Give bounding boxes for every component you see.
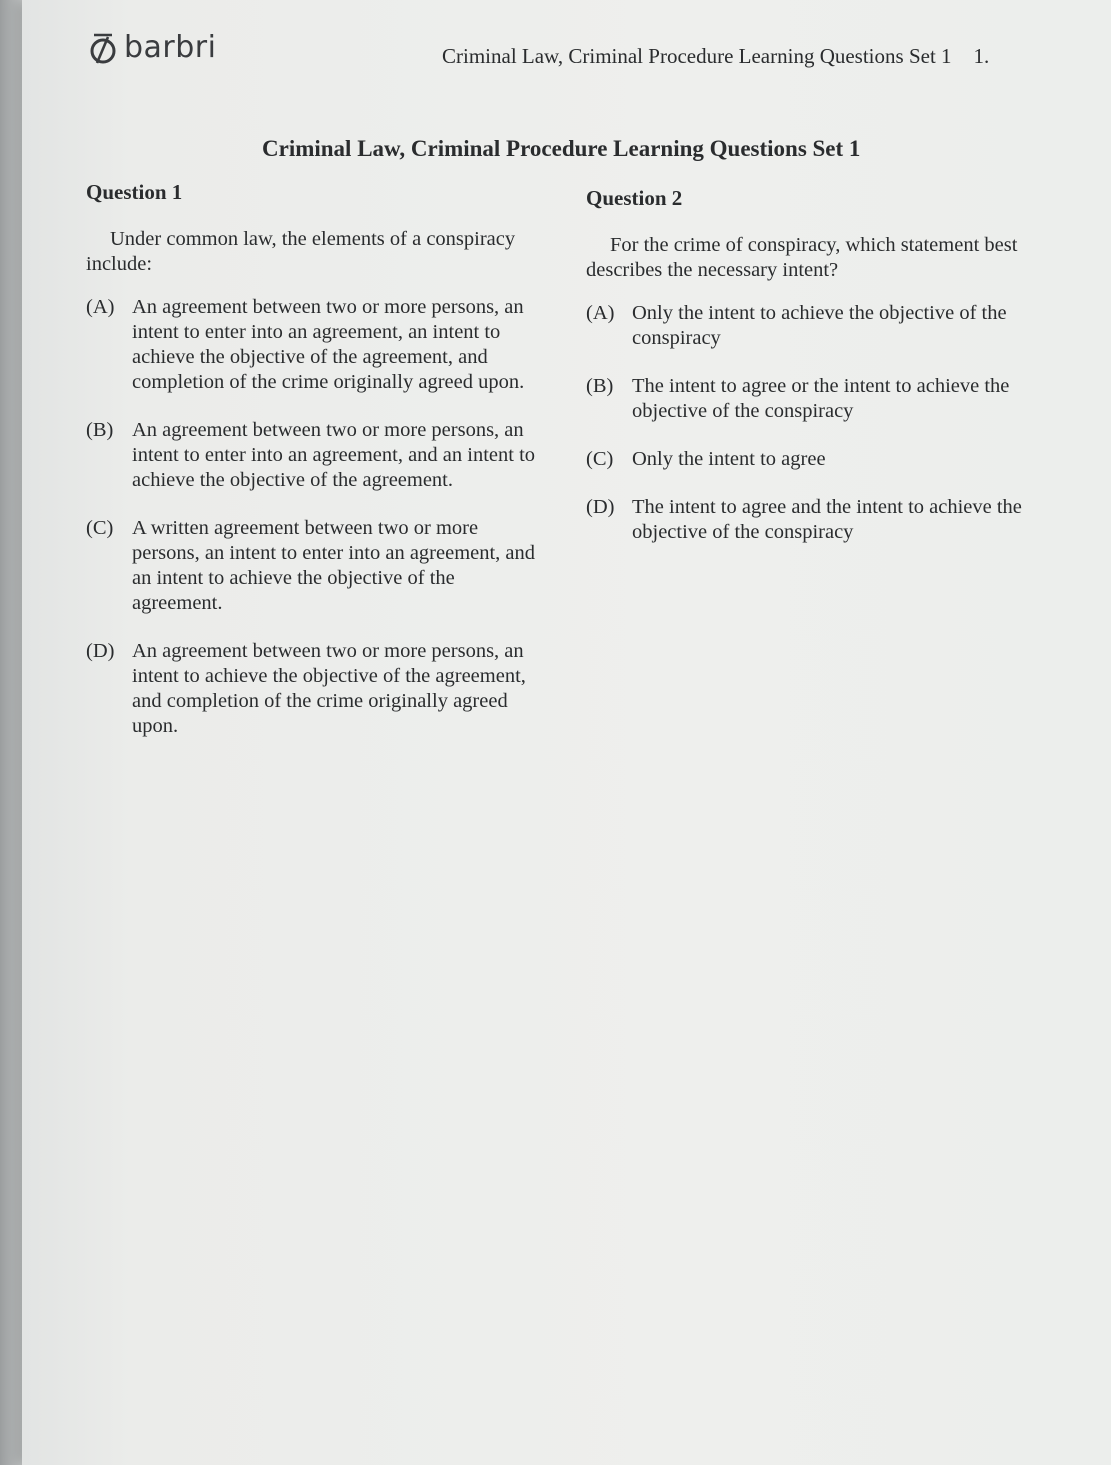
question-1-option-c — [86, 516, 546, 616]
option-label: (D) — [586, 496, 615, 518]
page-sheet — [22, 0, 1111, 1465]
option-label: (B) — [586, 375, 614, 397]
option-text: Only the intent to agree — [632, 448, 826, 470]
running-header-title: Criminal Law, Criminal Procedure Learning Questions Set 1 — [442, 44, 952, 68]
barbri-logo-icon — [88, 31, 118, 65]
question-1-stem: Under common law, the elements of a conspiracy include: — [86, 228, 516, 275]
question-2-option-b — [586, 374, 1046, 424]
brand-name: barbri — [124, 30, 217, 65]
question-2 — [586, 186, 1046, 568]
question-2-option-c — [586, 447, 1046, 472]
binding-edge — [0, 0, 22, 1465]
option-text: The intent to agree or the intent to achieve the objective of the conspiracy — [632, 375, 1010, 422]
option-text: An agreement between two or more persons, an intent to enter into an agreement, an intent to achieve the objective of the agreement, and completion of the crime originally agreed upon. — [132, 296, 525, 393]
option-label: (C) — [86, 517, 114, 539]
option-text: The intent to agree and the intent to achieve the objective of the conspiracy — [632, 496, 1022, 543]
question-2-option-d — [586, 495, 1046, 545]
brand-logo — [88, 30, 216, 65]
question-1-option-d — [86, 639, 546, 739]
option-label: (A) — [86, 296, 115, 318]
option-text: An agreement between two or more persons, an intent to enter into an agreement, and an intent to achieve the objective of the agreement. — [132, 419, 536, 491]
question-1 — [86, 180, 546, 762]
page-number: 1. — [973, 44, 990, 68]
running-header — [442, 44, 989, 69]
option-label: (A) — [586, 302, 615, 324]
option-label: (B) — [86, 419, 114, 441]
option-label: (C) — [586, 448, 614, 470]
question-2-stem: For the crime of conspiracy, which statement best describes the necessary intent? — [586, 234, 1018, 281]
question-1-heading: Question 1 — [86, 180, 183, 204]
option-text: A written agreement between two or more persons, an intent to enter into an agreement, and an intent to achieve the objective of the agreement. — [132, 517, 536, 614]
page-title: Criminal Law, Criminal Procedure Learning Questions Set 1 — [262, 136, 861, 161]
question-1-option-b — [86, 418, 546, 493]
question-2-option-a — [586, 301, 1046, 351]
option-label: (D) — [86, 640, 115, 662]
option-text: Only the intent to achieve the objective of the conspiracy — [632, 302, 1007, 349]
option-text: An agreement between two or more persons, an intent to achieve the objective of the agreement, and completion of the crime originally agreed upon. — [132, 640, 526, 737]
question-2-heading: Question 2 — [586, 186, 683, 210]
question-1-option-a — [86, 295, 546, 395]
